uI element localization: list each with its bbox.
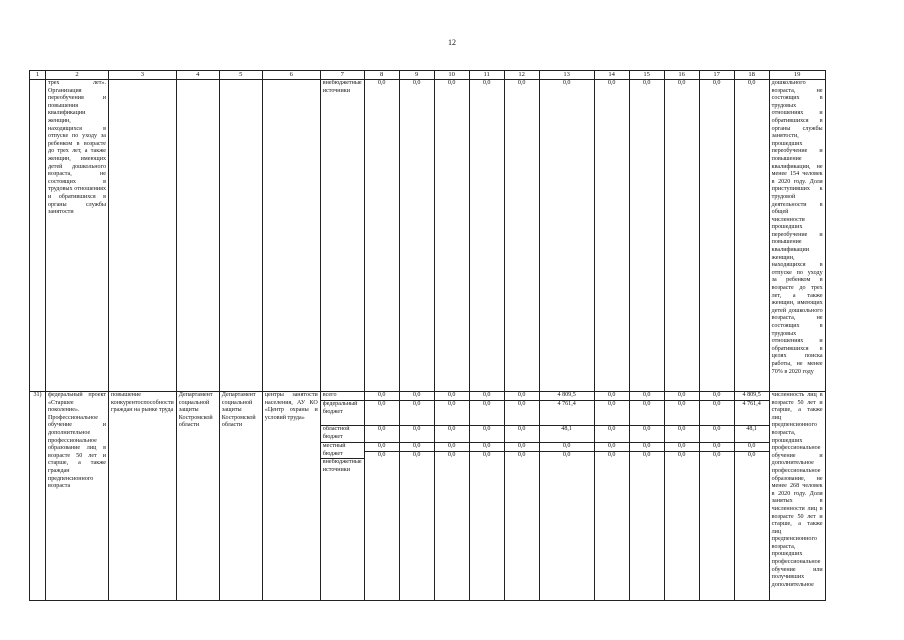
participant-cell: центры занятости населения, АУ КО «Центр охраны и условий труда» bbox=[262, 392, 320, 601]
funding-value: 0,0 bbox=[505, 426, 539, 443]
sub-table bbox=[665, 392, 699, 468]
funding-value: 0,0 bbox=[470, 443, 504, 452]
value-cell: 0,0 bbox=[364, 80, 399, 392]
coexecutor-cell: Департамент социальной защиты Костромской области bbox=[219, 392, 262, 601]
funding-source-label: местный бюджет bbox=[321, 443, 364, 459]
header-row bbox=[30, 71, 826, 80]
funding-value: 0,0 bbox=[595, 401, 629, 426]
funding-value: 0,0 bbox=[630, 401, 664, 426]
funding-source-cell: внебюджетные источники bbox=[320, 80, 364, 392]
goal-cell: повышение конкурентоспособности граждан на рынке труда bbox=[109, 392, 177, 601]
funding-value: 0,0 bbox=[665, 401, 699, 426]
header-cell: 13 bbox=[539, 71, 594, 80]
sub-table bbox=[321, 392, 364, 475]
executor-cell: Департамент социальной защиты Костромской области bbox=[176, 392, 219, 601]
sub-table bbox=[470, 392, 504, 468]
funding-value: 0,0 bbox=[400, 443, 434, 452]
funding-value: 0,0 bbox=[365, 443, 399, 452]
values-cell bbox=[539, 392, 594, 601]
funding-value: 0,0 bbox=[630, 392, 664, 401]
sub-table bbox=[540, 392, 594, 468]
value-cell: 0,0 bbox=[629, 80, 664, 392]
funding-source-label: всего bbox=[321, 392, 364, 401]
funding-value: 4 761,4 bbox=[735, 401, 769, 426]
funding-value: 0,0 bbox=[505, 392, 539, 401]
funding-value: 0,0 bbox=[435, 401, 469, 426]
funding-value: 4 761,4 bbox=[540, 401, 594, 426]
value-cell: 0,0 bbox=[434, 80, 469, 392]
header-cell: 19 bbox=[769, 71, 825, 80]
funding-value: 0,0 bbox=[677, 452, 686, 458]
funding-value: 0,0 bbox=[595, 443, 629, 452]
measure-name-cell: трех лет». Организация переобучения и повышения квалификации женщин, находящихся в отпуске по уходу за ребенком в возрасте до трех лет, а также женщин, имеющих детей дошкольного возраста, не состоящих в трудовых отношениях и обратившихся в органы службы занятости bbox=[46, 80, 109, 392]
sub-table bbox=[735, 392, 769, 468]
header-cell: 18 bbox=[734, 71, 769, 80]
funding-value: 4 809,5 bbox=[540, 392, 594, 401]
indicator-cell: численность лиц в возрасте 50 лет и старше, а также лиц предпенсионного возраста, прошедших профессиональное обучение и дополнительное профессиональное образование, не менее 268 человек в 2020 году. Доля занятых в численности лиц в возрасте 50 лет и старше, а также лиц предпенсионного возраста, прошедших профессиональное обучение или получивших дополнительное bbox=[769, 392, 825, 601]
sub-table bbox=[630, 392, 664, 468]
funding-source-label: областной бюджет bbox=[321, 426, 364, 443]
funding-value: 0,0 bbox=[365, 401, 399, 426]
sub-table bbox=[435, 392, 469, 468]
values-cell bbox=[469, 392, 504, 601]
funding-value: 4 809,5 bbox=[735, 392, 769, 401]
value-cell: 0,0 bbox=[469, 80, 504, 392]
participant-cell bbox=[262, 80, 320, 392]
funding-value: 0,0 bbox=[435, 426, 469, 443]
header-cell: 12 bbox=[504, 71, 539, 80]
funding-value: 0,0 bbox=[700, 401, 734, 426]
sub-table bbox=[365, 392, 399, 468]
page-number: 12 bbox=[448, 38, 456, 47]
funding-value: 0,0 bbox=[400, 401, 434, 426]
value-cell: 0,0 bbox=[699, 80, 734, 392]
values-cell bbox=[594, 392, 629, 601]
values-cell bbox=[504, 392, 539, 601]
sub-table bbox=[700, 392, 734, 468]
header-cell: 4 bbox=[176, 71, 219, 80]
header-cell: 8 bbox=[364, 71, 399, 80]
coexecutor-cell bbox=[219, 80, 262, 392]
funding-value: 0,0 bbox=[482, 452, 491, 458]
table-row bbox=[30, 80, 826, 392]
funding-value: 0,0 bbox=[435, 443, 469, 452]
sub-table bbox=[505, 392, 539, 468]
funding-source-label: федеральный бюджет bbox=[321, 401, 364, 426]
funding-value: 0,0 bbox=[505, 401, 539, 426]
executor-cell bbox=[176, 80, 219, 392]
funding-value: 0,0 bbox=[630, 426, 664, 443]
funding-value: 0,0 bbox=[607, 452, 616, 458]
header-cell: 14 bbox=[594, 71, 629, 80]
row-number-cell: 31) bbox=[30, 392, 46, 601]
funding-value: 0,0 bbox=[517, 452, 526, 458]
funding-value: 0,0 bbox=[642, 452, 651, 458]
program-table bbox=[29, 70, 826, 601]
value-cell: 0,0 bbox=[594, 80, 629, 392]
values-cell bbox=[399, 392, 434, 601]
value-cell: 0,0 bbox=[734, 80, 769, 392]
funding-value: 0,0 bbox=[562, 452, 571, 458]
header-cell: 10 bbox=[434, 71, 469, 80]
value-cell: 0,0 bbox=[399, 80, 434, 392]
funding-value: 0,0 bbox=[747, 452, 756, 458]
values-cell bbox=[699, 392, 734, 601]
header-cell: 11 bbox=[469, 71, 504, 80]
funding-value: 0,0 bbox=[505, 443, 539, 452]
funding-value: 0,0 bbox=[665, 392, 699, 401]
funding-value: 48,1 bbox=[540, 426, 594, 443]
funding-sources-cell bbox=[320, 392, 364, 601]
funding-value: 0,0 bbox=[435, 392, 469, 401]
funding-value: 0,0 bbox=[595, 392, 629, 401]
funding-value: 0,0 bbox=[665, 426, 699, 443]
funding-value: 0,0 bbox=[400, 426, 434, 443]
funding-value: 0,0 bbox=[447, 452, 456, 458]
header-cell: 2 bbox=[46, 71, 109, 80]
header-cell: 17 bbox=[699, 71, 734, 80]
header-cell: 7 bbox=[320, 71, 364, 80]
funding-value: 0,0 bbox=[712, 452, 721, 458]
funding-value: 0,0 bbox=[365, 392, 399, 401]
goal-cell bbox=[109, 80, 177, 392]
header-cell: 1 bbox=[30, 71, 46, 80]
row-number-cell bbox=[30, 80, 46, 392]
funding-value: 0,0 bbox=[470, 426, 504, 443]
funding-value: 0,0 bbox=[400, 392, 434, 401]
sub-table bbox=[595, 392, 629, 468]
values-cell bbox=[734, 392, 769, 601]
header-cell: 16 bbox=[664, 71, 699, 80]
funding-value: 48,1 bbox=[735, 426, 769, 443]
funding-value: 0,0 bbox=[412, 452, 421, 458]
value-cell: 0,0 bbox=[664, 80, 699, 392]
sub-table bbox=[400, 392, 434, 468]
header-cell: 5 bbox=[219, 71, 262, 80]
table-row bbox=[30, 392, 826, 601]
value-cell: 0,0 bbox=[539, 80, 594, 392]
funding-value: 0,0 bbox=[470, 401, 504, 426]
values-cell bbox=[664, 392, 699, 601]
funding-value: 0,0 bbox=[595, 426, 629, 443]
values-cell bbox=[364, 392, 399, 601]
funding-value: 0,0 bbox=[700, 426, 734, 443]
values-cell bbox=[434, 392, 469, 601]
header-cell: 15 bbox=[629, 71, 664, 80]
funding-value: 0,0 bbox=[735, 443, 769, 452]
value-cell: 0,0 bbox=[504, 80, 539, 392]
funding-value: 0,0 bbox=[365, 426, 399, 443]
header-cell: 3 bbox=[109, 71, 177, 80]
header-cell: 6 bbox=[262, 71, 320, 80]
funding-value: 0,0 bbox=[630, 443, 664, 452]
funding-value: 0,0 bbox=[700, 443, 734, 452]
measure-name-cell: федеральный проект «Старшее поколение». Профессиональное обучение и дополнительное профессиональное образование лиц в возрасте 50 лет и старше, а также граждан предпенсионного возраста bbox=[46, 392, 109, 601]
funding-value: 0,0 bbox=[700, 392, 734, 401]
funding-value: 0,0 bbox=[470, 392, 504, 401]
funding-value: 0,0 bbox=[540, 443, 594, 452]
indicator-cell: дошкольного возраста, не состоящих в трудовых отношениях и обратившихся в органы службы занятости, прошедших переобучение и повышение квалификации, не менее 154 человек в 2020 году. Доля приступивших к трудовой деятельности в общей численности прошедших переобучение и повышение квалификации женщин, находящихся в отпуске по уходу за ребенком в возрасте до трех лет, а также женщин, имеющих детей дошкольного возраста, не состоящих в трудовых отношениях и обратившихся в целях поиска работы, не менее 70% в 2020 году bbox=[769, 80, 825, 392]
header-cell: 9 bbox=[399, 71, 434, 80]
funding-source-label: внебюджетные источники bbox=[322, 459, 362, 473]
values-cell bbox=[629, 392, 664, 601]
funding-value: 0,0 bbox=[377, 452, 386, 458]
funding-value: 0,0 bbox=[665, 443, 699, 452]
